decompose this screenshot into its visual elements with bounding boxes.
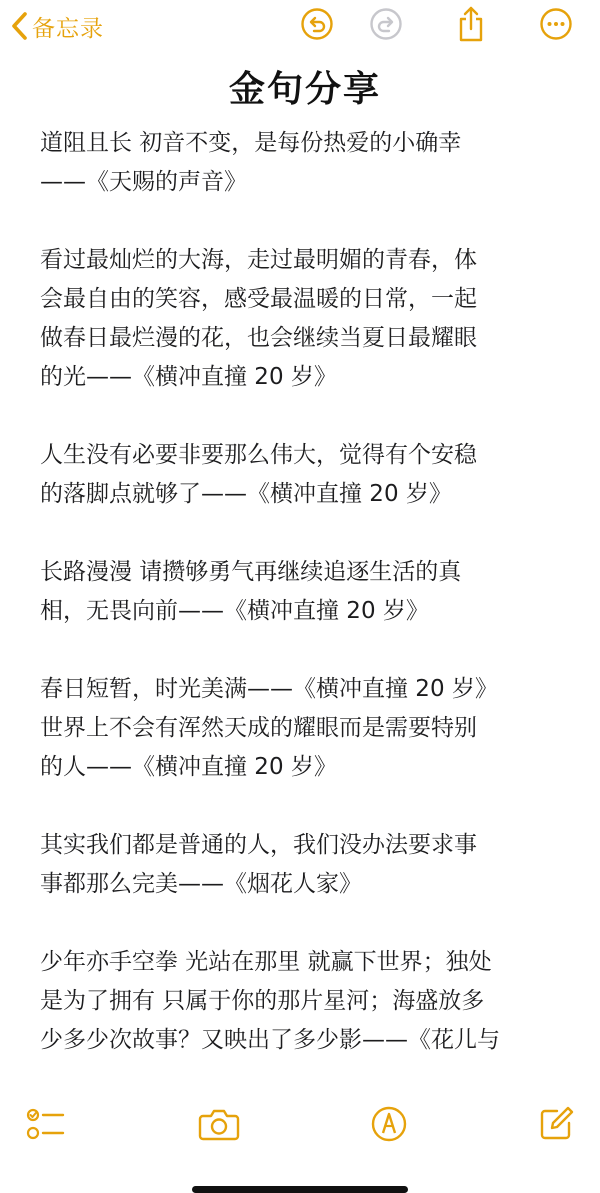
quote-paragraph bbox=[40, 943, 570, 1060]
text-line: 做春日最烂漫的花，也会继续当夏日最耀眼 bbox=[40, 325, 477, 351]
text-line: 会最自由的笑容，感受最温暖的日常，一起 bbox=[40, 286, 477, 312]
text-line: 是为了拥有 只属于你的那片星河；海盛放多 bbox=[40, 988, 485, 1014]
paragraph-spacer bbox=[40, 631, 570, 670]
quote-paragraph bbox=[40, 826, 570, 904]
quote-paragraph bbox=[40, 241, 570, 397]
text-line: 相，无畏向前——《横冲直撞 20 岁》 bbox=[40, 598, 429, 624]
text-line: 人生没有必要非要那么伟大，觉得有个安稳 bbox=[40, 442, 477, 468]
text-line: 世界上不会有浑然天成的耀眼而是需要特别 bbox=[40, 715, 477, 741]
redo-button[interactable] bbox=[367, 7, 405, 45]
text-line: 的落脚点就够了——《横冲直撞 20 岁》 bbox=[40, 481, 452, 507]
text-line: 道阻且长 初音不变，是每份热爱的小确幸 bbox=[40, 130, 462, 156]
quote-paragraph bbox=[40, 670, 570, 787]
redo-icon bbox=[369, 7, 403, 45]
camera-icon bbox=[198, 1107, 240, 1145]
back-label: 备忘录 bbox=[32, 15, 104, 42]
note-editor[interactable] bbox=[40, 60, 570, 1080]
text-line: 的光——《横冲直撞 20 岁》 bbox=[40, 364, 337, 390]
quote-paragraph bbox=[40, 124, 570, 202]
note-title: 金句分享 bbox=[228, 69, 381, 110]
top-toolbar bbox=[0, 0, 600, 56]
text-line: 的人——《横冲直撞 20 岁》 bbox=[40, 754, 337, 780]
checklist-icon bbox=[26, 1106, 66, 1146]
text-line: 长路漫漫 请攒够勇气再继续追逐生活的真 bbox=[40, 559, 462, 585]
text-line: 少年亦手空拳 光站在那里 就赢下世界；独处 bbox=[40, 949, 492, 975]
text-line: 其实我们都是普通的人，我们没办法要求事 bbox=[40, 832, 477, 858]
share-button[interactable] bbox=[452, 7, 490, 45]
note-body bbox=[40, 124, 570, 1060]
paragraph-spacer bbox=[40, 904, 570, 943]
paragraph-spacer bbox=[40, 397, 570, 436]
compose-icon bbox=[537, 1105, 575, 1147]
compose-button[interactable] bbox=[534, 1104, 578, 1148]
more-icon bbox=[539, 7, 573, 45]
quote-paragraph bbox=[40, 436, 570, 514]
text-line: 春日短暂，时光美满——《横冲直撞 20 岁》 bbox=[40, 676, 498, 702]
paragraph-spacer bbox=[40, 202, 570, 241]
paragraph-spacer bbox=[40, 787, 570, 826]
markup-pen-icon bbox=[370, 1105, 408, 1147]
paragraph-spacer bbox=[40, 514, 570, 553]
back-button[interactable] bbox=[10, 6, 104, 46]
text-line: 事都那么完美——《烟花人家》 bbox=[40, 871, 362, 897]
text-line: 看过最灿烂的大海，走过最明媚的青春，体 bbox=[40, 247, 477, 273]
chevron-left-icon bbox=[10, 11, 28, 41]
camera-button[interactable] bbox=[197, 1104, 241, 1148]
undo-icon bbox=[300, 7, 334, 45]
undo-button[interactable] bbox=[298, 7, 336, 45]
markup-button[interactable] bbox=[367, 1104, 411, 1148]
share-icon bbox=[454, 5, 488, 47]
quote-paragraph bbox=[40, 553, 570, 631]
checklist-button[interactable] bbox=[24, 1104, 68, 1148]
home-indicator[interactable] bbox=[192, 1186, 408, 1193]
more-button[interactable] bbox=[537, 7, 575, 45]
text-line: 少多少次故事？又映出了多少影——《花儿与 bbox=[40, 1027, 500, 1053]
text-line: ——《天赐的声音》 bbox=[40, 169, 247, 195]
bottom-toolbar bbox=[0, 1100, 600, 1160]
